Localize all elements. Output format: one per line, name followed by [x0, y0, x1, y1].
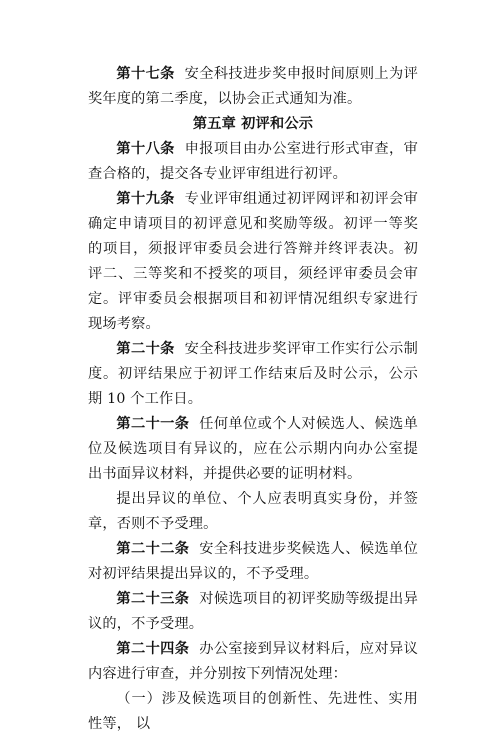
document-body: [88, 62, 418, 737]
article-23: [88, 587, 418, 637]
article-19: [88, 187, 418, 337]
list-item: （一）涉及候选项目的创新性、先进性、实用性等， 以: [88, 691, 418, 732]
article-text: 专业评审组通过初评网评和初评会审确定申请项目的初评意见和奖励等级。初评一等奖的项目，须报评审委员会进行答辩并终评表决。初评二、三等奖和不授奖的项目，须经评审委员会审定。评审委员会根据项目和初评情况组织专家进行现场考察。: [88, 191, 419, 332]
article-20: [88, 337, 418, 412]
plain-paragraph: 提出异议的单位、个人应表明真实身份，并签章，否则不予受理。: [88, 491, 418, 532]
chapter-heading: 第五章 初评和公示: [192, 116, 314, 132]
article-number: 第十七条: [116, 66, 175, 82]
article-number: 第二十三条: [116, 591, 190, 607]
article-text: 安全科技进步奖申报时间原则上为评奖年度的第二季度，以协会正式通知为准。: [88, 66, 419, 107]
article-24: [88, 637, 418, 687]
article-number: 第二十条: [116, 341, 175, 357]
article-text: 申报项目由办公室进行形式审查，审查合格的，提交各专业评审组进行初评。: [88, 141, 419, 182]
article-number: 第十九条: [116, 191, 175, 207]
article-number: 第十八条: [116, 141, 175, 157]
article-text: 对候选项目的初评奖励等级提出异议的，不予受理。: [88, 591, 418, 632]
article-text: 办公室接到异议材料后，应对异议内容进行审查，并分别按下列情况处理：: [88, 641, 418, 682]
article-number: 第二十四条: [116, 641, 190, 657]
article-text: 任何单位或个人对候选人、候选单位及候选项目有异议的，应在公示期内向办公室提出书面异议材料，并提供必要的证明材料。: [88, 416, 418, 482]
article-21: [88, 412, 418, 487]
article-number: 第二十二条: [116, 541, 190, 557]
article-text: 安全科技进步奖候选人、候选单位对初评结果提出异议的，不予受理。: [88, 541, 418, 582]
article-number: 第二十一条: [116, 416, 190, 432]
article-text: 安全科技进步奖评审工作实行公示制度。初评结果应于初评工作结束后及时公示，公示期 10 个工作日。: [88, 341, 419, 407]
article-22: [88, 537, 418, 587]
article-17: [88, 62, 418, 112]
article-18: [88, 137, 418, 187]
